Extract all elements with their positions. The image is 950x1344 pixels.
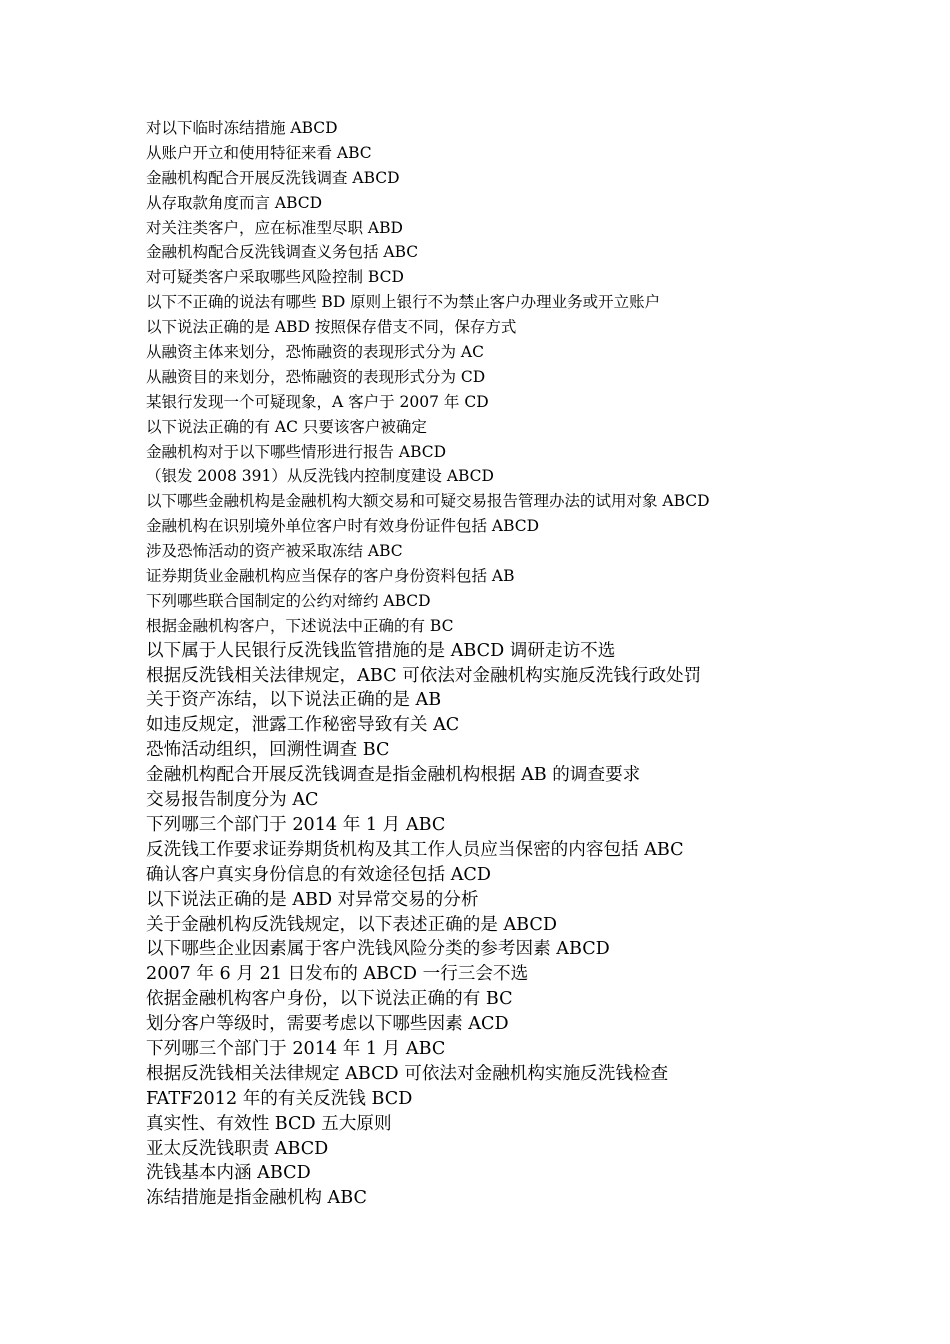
answer-line: 下列哪三个部门于 2014 年 1 月 ABC [146, 1038, 446, 1059]
answer-line: （银发 2008 391）从反洗钱内控制度建设 ABCD [146, 467, 494, 486]
answer-line: 依据金融机构客户身份，以下说法正确的有 BC [146, 989, 513, 1010]
answer-line: 从融资主体来划分，恐怖融资的表现形式分为 AC [146, 343, 484, 362]
answer-line: 以下哪些金融机构是金融机构大额交易和可疑交易报告管理办法的试用对象 ABCD [146, 492, 710, 511]
answer-line: 从融资目的来划分，恐怖融资的表现形式分为 CD [146, 367, 486, 386]
answer-line: 某银行发现一个可疑现象，A 客户于 2007 年 CD [146, 392, 489, 411]
answer-line: 金融机构配合反洗钱调查义务包括 ABC [146, 243, 419, 262]
answer-line: 关于资产冻结，以下说法正确的是 AB [146, 690, 442, 711]
answer-line: 从存取款角度而言 ABCD [146, 193, 323, 212]
answer-line: 如违反规定，泄露工作秘密导致有关 AC [146, 715, 460, 736]
answer-line: 恐怖活动组织，回溯性调查 BC [146, 740, 390, 761]
answer-line: 以下属于人民银行反洗钱监管措施的是 ABCD 调研走访不选 [146, 640, 616, 661]
answer-line: 涉及恐怖活动的资产被采取冻结 ABC [146, 542, 403, 561]
answer-line: 交易报告制度分为 AC [146, 790, 319, 811]
answer-line: 对以下临时冻结措施 ABCD [146, 119, 338, 137]
answer-line: 真实性、有效性 BCD 五大原则 [146, 1113, 392, 1134]
answer-line: 从账户开立和使用特征来看 ABC [146, 143, 372, 162]
answer-line: 以下说法正确的有 AC 只要该客户被确定 [146, 417, 427, 436]
answer-line: 金融机构配合开展反洗钱调查是指金融机构根据 AB 的调查要求 [146, 765, 641, 786]
answer-line: 金融机构配合开展反洗钱调查 ABCD [146, 168, 400, 187]
answer-line: 亚太反洗钱职责 ABCD [146, 1138, 329, 1159]
answer-line: 划分客户等级时，需要考虑以下哪些因素 ACD [146, 1014, 509, 1035]
answer-line: FATF2012 年的有关反洗钱 BCD [146, 1088, 413, 1109]
answer-line: 金融机构对于以下哪些情形进行报告 ABCD [146, 442, 447, 461]
answer-line: 冻结措施是指金融机构 ABC [146, 1188, 367, 1209]
answer-line: 以下哪些企业因素属于客户洗钱风险分类的参考因素 ABCD [146, 939, 610, 960]
answer-line: 根据金融机构客户，下述说法中正确的有 BC [146, 616, 454, 635]
answer-line: 下列哪些联合国制定的公约对缔约 ABCD [146, 591, 431, 610]
answer-line: 反洗钱工作要求证券期货机构及其工作人员应当保密的内容包括 ABC [146, 839, 684, 860]
answer-line: 根据反洗钱相关法律规定 ABCD 可依法对金融机构实施反洗钱检查 [146, 1063, 669, 1084]
answer-line: 2007 年 6 月 21 日发布的 ABCD 一行三会不选 [146, 964, 529, 985]
answer-line: 以下说法正确的是 ABD 按照保存借支不同，保存方式 [146, 318, 517, 337]
answer-line: 对可疑类客户采取哪些风险控制 BCD [146, 268, 404, 287]
answer-line: 金融机构在识别境外单位客户时有效身份证件包括 ABCD [146, 517, 540, 536]
answer-line: 洗钱基本内涵 ABCD [146, 1163, 311, 1184]
answer-line: 关于金融机构反洗钱规定，以下表述正确的是 ABCD [146, 914, 557, 935]
answer-line: 对关注类客户，应在标准型尽职 ABD [146, 218, 403, 237]
answer-line: 以下不正确的说法有哪些 BD 原则上银行不为禁止客户办理业务或开立账户 [146, 293, 661, 312]
answer-line: 根据反洗钱相关法律规定，ABC 可依法对金融机构实施反洗钱行政处罚 [146, 665, 702, 686]
answer-list [146, 116, 926, 1211]
answer-line: 下列哪三个部门于 2014 年 1 月 ABC [146, 814, 446, 835]
answer-line: 以下说法正确的是 ABD 对异常交易的分析 [146, 889, 479, 910]
answer-line: 确认客户真实身份信息的有效途径包括 ACD [146, 864, 491, 885]
answer-line: 证券期货业金融机构应当保存的客户身份资料包括 AB [146, 567, 515, 586]
